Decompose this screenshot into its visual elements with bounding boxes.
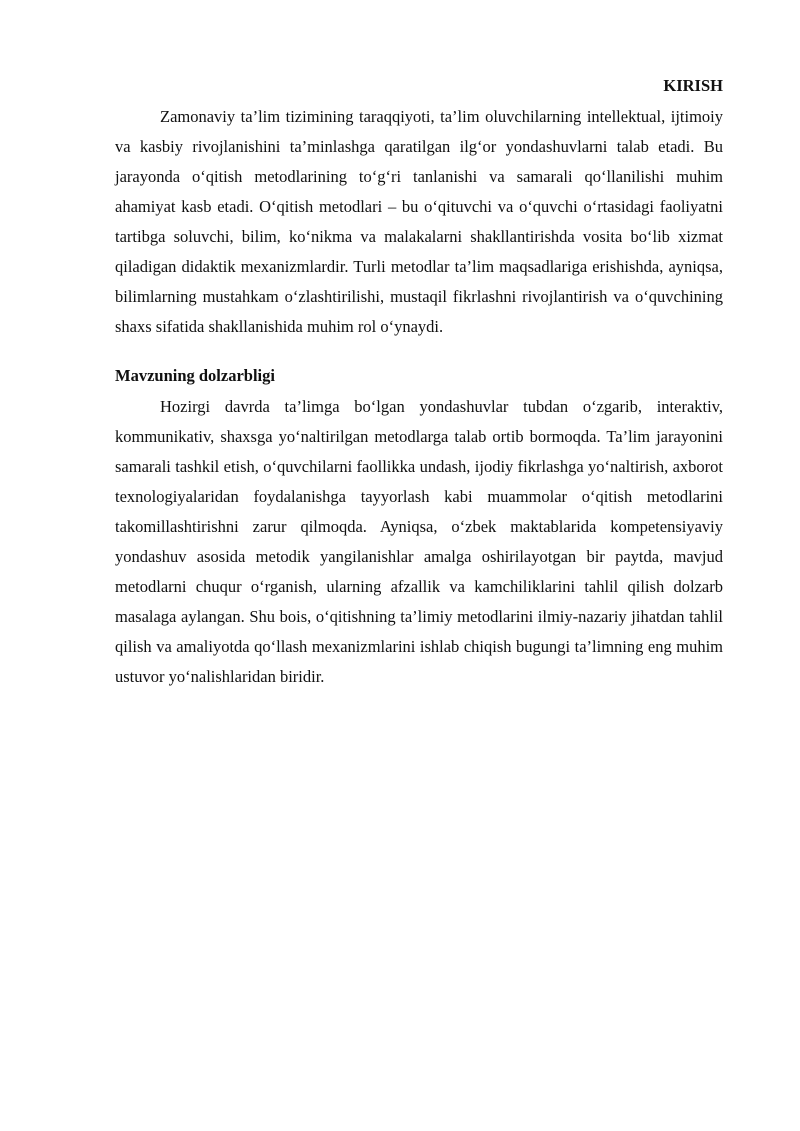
intro-paragraph: Zamonaviy ta’lim tizimining taraqqiyoti, ta’lim oluvchilarning intellektual, ijtimoiy va kasbiy rivojlanishini ta’minlashga qaratilgan ilg‘or yondashuvlarni talab etadi. Bu jarayonda o‘qitish metodlarining to‘g‘ri tanlanishi va samarali qo‘llanilishi muhim ahamiyat kasb etadi. O‘qitish metodlari – bu o‘qituvchi va o‘quvchi o‘rtasidagi faoliyatni tartibga soluvchi, bilim, ko‘nikma va malakalarni shakllantirishda vosita bo‘lib xizmat qiladigan didaktik mexanizmlardir. Turli metodlar ta’lim maqsadlariga erishishda, ayniqsa, bilimlarning mustahkam o‘zlashtirilishi, mustaqil fikrlashni rivojlantirish va o‘quvchining shaxs sifatida shakllanishida muhim rol o‘ynaydi.: [115, 107, 723, 336]
section-title: Mavzuning dolzarbligi: [115, 366, 275, 385]
section-paragraph: Hozirgi davrda ta’limga bo‘lgan yondashuvlar tubdan o‘zgarib, interaktiv, kommunikativ, shaxsga yo‘naltirilgan metodlarga talab ortib bormoqda. Ta’lim jarayonini samarali tashkil etish, o‘quvchilarni faollikka undash, ijodiy fikrlashga yo‘naltirish, axborot texnologiyalaridan foydalanishga tayyorlash kabi muammolar o‘qitish metodlarini takomillashtirishni zarur qilmoqda. Ayniqsa, o‘zbek maktablarida kompetensiyaviy yondashuv asosida metodik yangilanishlar amalga oshirilayotgan bir paytda, mavjud metodlarni chuqur o‘rganish, ularning afzallik va kamchiliklarini tahlil qilish dolzarb masalaga aylangan. Shu bois, o‘qitishning ta’limiy metodlarini ilmiy-nazariy jihatdan tahlil qilish va amaliyotda qo‘llash mexanizmlarini ishlab chiqish bugungi ta’limning eng muhim ustuvor yo‘nalishlaridan biridir.: [115, 397, 723, 686]
document-page: [115, 72, 723, 692]
page-heading: KIRISH: [663, 76, 723, 95]
